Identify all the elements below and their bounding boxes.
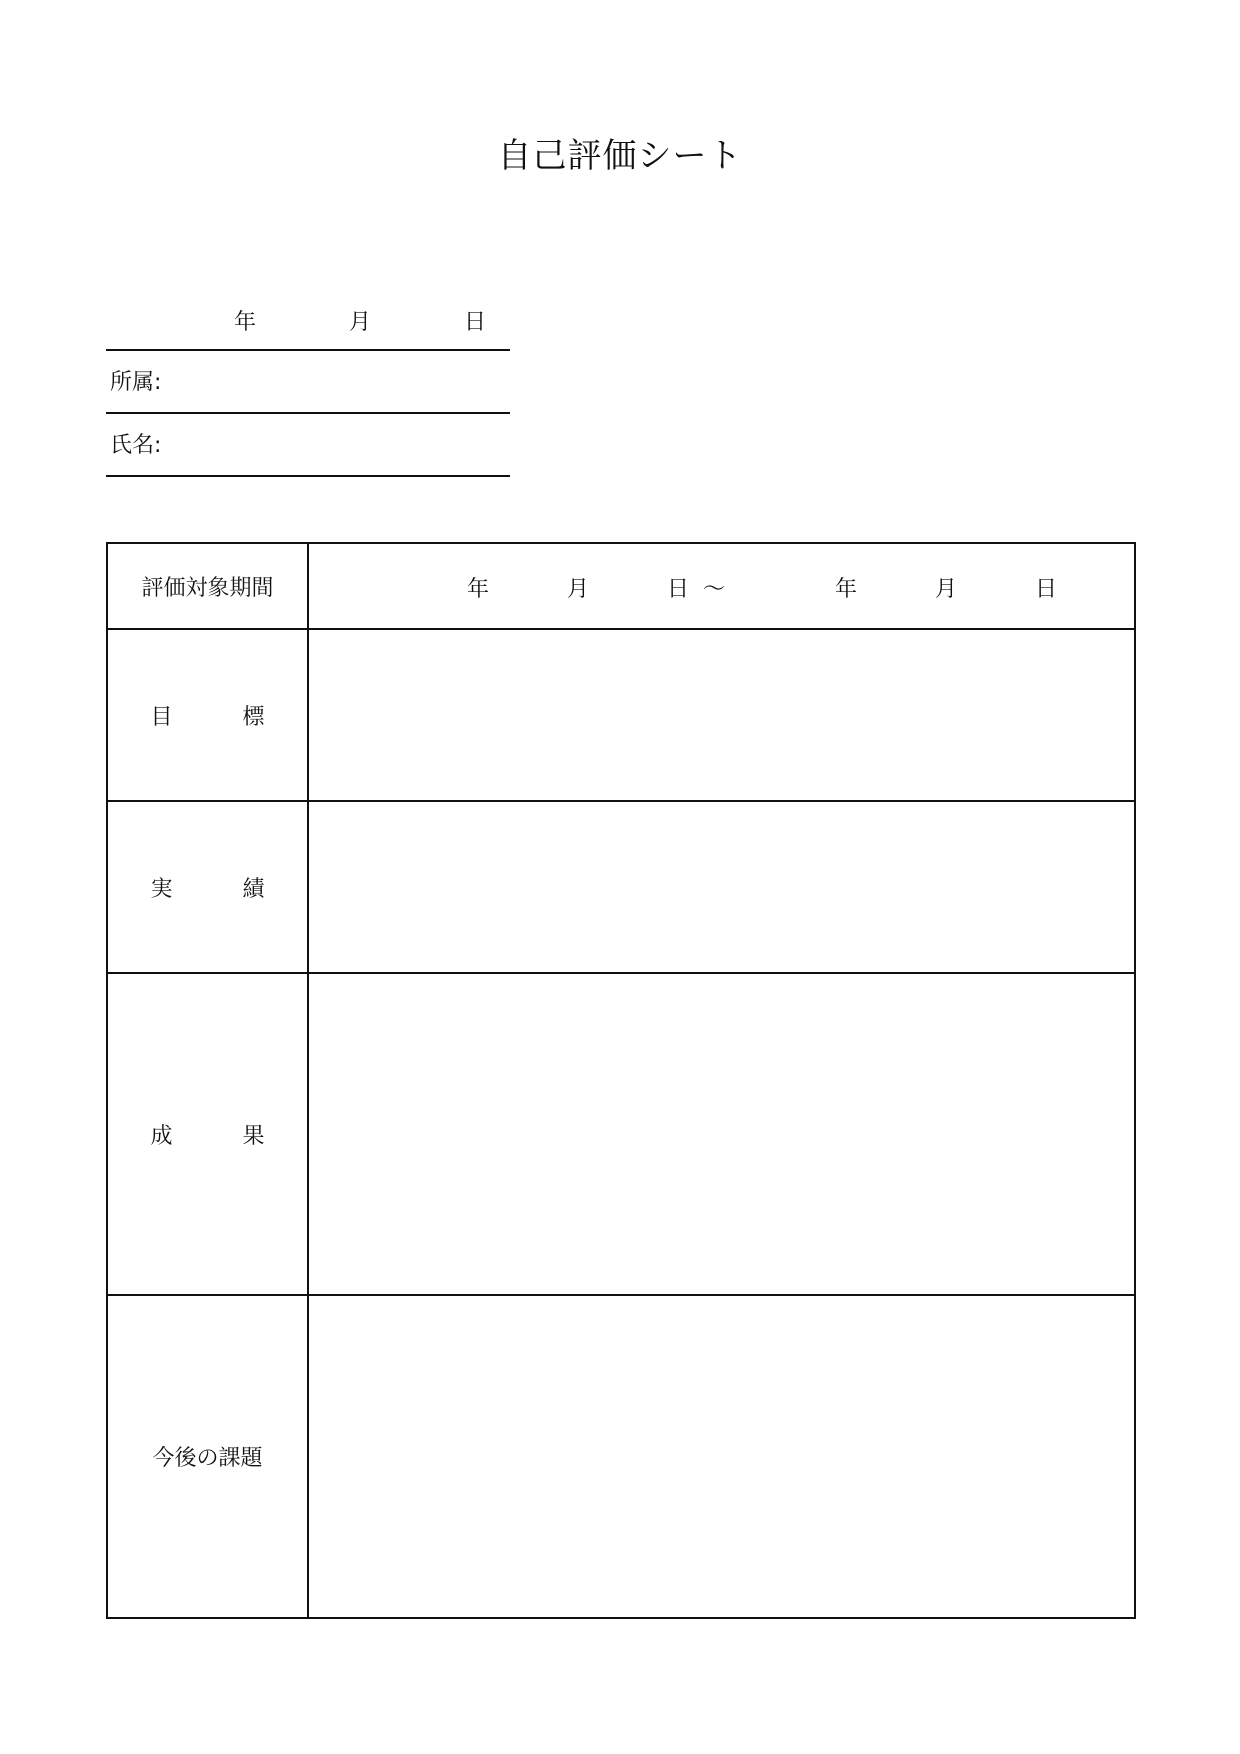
name-row[interactable] xyxy=(106,414,510,477)
future-issues-input-cell[interactable] xyxy=(308,1295,1135,1618)
period-label-cell xyxy=(107,543,308,629)
period-start-month-unit: 月 xyxy=(567,577,590,602)
result-label xyxy=(151,1119,265,1150)
goal-label-char-1: 目 xyxy=(150,704,173,730)
period-end-year-unit: 年 xyxy=(835,577,858,602)
page-title: 自己評価シート xyxy=(497,136,743,176)
achievement-label-char-2: 績 xyxy=(242,876,265,902)
goal-row xyxy=(107,629,1135,801)
future-issues-label-cell xyxy=(107,1295,308,1618)
period-separator: ～ xyxy=(703,577,726,602)
period-input-cell[interactable] xyxy=(308,543,1135,629)
goal-label-cell xyxy=(107,629,308,801)
result-row xyxy=(107,973,1135,1295)
affiliation-label: 所属: xyxy=(110,370,162,395)
period-end-month-unit: 月 xyxy=(935,577,958,602)
future-issues-label: 今後の課題 xyxy=(152,1446,263,1471)
affiliation-row[interactable] xyxy=(106,351,510,414)
future-issues-row xyxy=(107,1295,1135,1618)
period-row xyxy=(107,543,1135,629)
goal-input-cell[interactable] xyxy=(308,629,1135,801)
goal-label-char-2: 標 xyxy=(242,704,265,730)
period-label: 評価対象期間 xyxy=(141,575,274,601)
achievement-label xyxy=(151,872,265,903)
achievement-input-cell[interactable] xyxy=(308,801,1135,973)
date-row[interactable] xyxy=(106,295,510,351)
result-label-cell xyxy=(107,973,308,1295)
achievement-label-cell xyxy=(107,801,308,973)
period-start-day-unit: 日 xyxy=(667,577,690,602)
result-label-char-1: 成 xyxy=(150,1123,173,1149)
period-end-day-unit: 日 xyxy=(1035,577,1058,602)
goal-label xyxy=(151,700,265,731)
achievement-row xyxy=(107,801,1135,973)
name-label: 氏名: xyxy=(110,433,162,458)
achievement-label-char-1: 実 xyxy=(150,876,173,902)
date-year-unit: 年 xyxy=(234,310,257,335)
period-start-year-unit: 年 xyxy=(467,577,490,602)
result-label-char-2: 果 xyxy=(242,1123,265,1149)
header-info-block xyxy=(106,295,510,477)
date-day-unit: 日 xyxy=(464,310,487,335)
date-month-unit: 月 xyxy=(349,310,372,335)
evaluation-table xyxy=(106,542,1136,1619)
result-input-cell[interactable] xyxy=(308,973,1135,1295)
